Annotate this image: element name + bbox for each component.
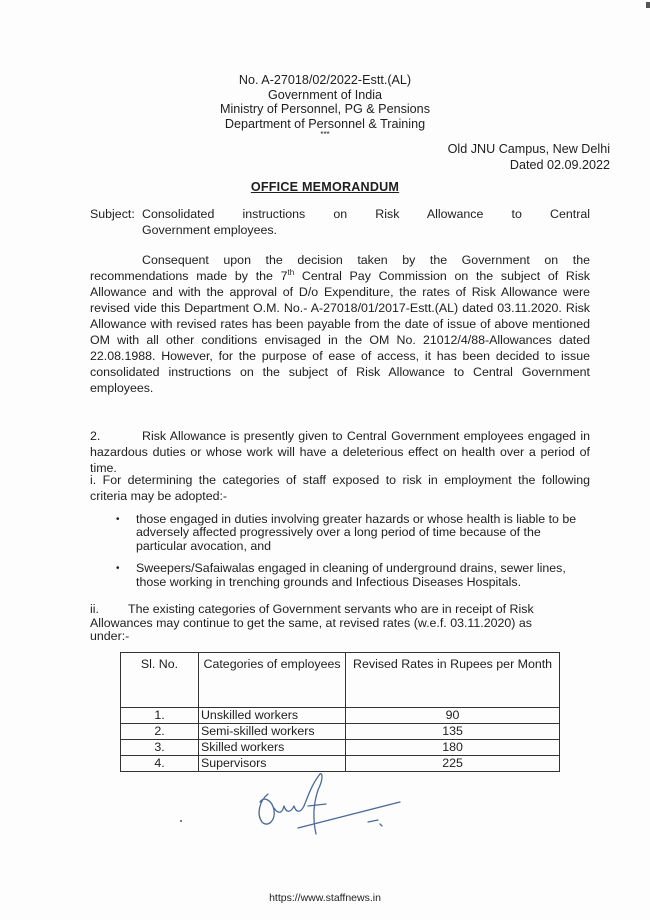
column-header-sl-no: Sl. No.: [121, 653, 199, 708]
list-item: [114, 562, 584, 589]
date: Dated 02.09.2022: [509, 157, 610, 172]
table-row: [121, 724, 560, 740]
cell-rate: 135: [346, 724, 560, 740]
government-name: Government of India: [267, 87, 383, 102]
bullet-icon: •: [116, 514, 120, 525]
memo-title: OFFICE MEMORANDUM: [250, 180, 400, 194]
paragraph-2-number: 2.: [90, 429, 101, 443]
subject-text: [142, 207, 590, 238]
letterhead: [0, 73, 650, 139]
cell-sl-no: 4.: [121, 756, 199, 772]
cell-sl-no: 3.: [121, 740, 199, 756]
list-item: [114, 513, 584, 553]
cell-category: Supervisors: [198, 756, 345, 772]
place-and-date: [448, 142, 610, 173]
paragraph-number: ii.: [90, 602, 99, 616]
subject: [90, 207, 590, 238]
cell-rate: 225: [346, 756, 560, 772]
list-item-text: Sweepers/Safaiwalas engaged in cleaning of underground drains, sewer lines, those working in trenching grounds and Infectious Diseases Hospitals.: [136, 561, 566, 589]
subject-line-1: Consolidated instructions on Risk Allowance to Central: [142, 207, 590, 221]
scan-corner-mark: [646, 2, 650, 8]
cell-category: Semi-skilled workers: [198, 724, 345, 740]
risk-allowance-rates-table: [120, 652, 560, 772]
ministry-name: Ministry of Personnel, PG & Pensions: [220, 102, 430, 117]
cell-rate: 90: [346, 708, 560, 724]
signature: [250, 770, 430, 840]
subject-line-2: Government employees.: [142, 222, 277, 237]
cell-category: Skilled workers: [198, 740, 345, 756]
cell-sl-no: 1.: [121, 708, 199, 724]
paragraph-criteria: i. For determining the categories of staff exposed to risk in employment the following criteria may be adopted:-: [90, 473, 590, 503]
paragraph-1-part-1: Consequent upon the decision taken by the Government on the recommendations made by the 7: [90, 253, 590, 283]
department-name: Department of Personnel & Training: [224, 116, 426, 131]
paragraph-text: The existing categories of Government servants who are in receipt of Risk Allowances may continue to get the same, at revised rates (w.e.f. 03.11.2020) as under:-: [90, 602, 534, 644]
paragraph-1-part-2: Central Pay Commission on the subject of Risk Allowance and with the approval of D/o Expenditure, the rates of Risk Allowance were revised vide this Department O.M. No.- A-27018/01/2017-Estt.(AL) dated 03.11.2020. Risk Allowance with revised rates has been payable from the date of issue of above mentioned OM with all other conditions envisaged in the OM No. 21012/4/88-Allowances dated 22.08.1988. However, for the purpose of ease of access, it has been decided to issue consolidated instructions on the subject of Risk Allowance to Central Government employees.: [90, 269, 590, 395]
criteria-list: [114, 513, 584, 598]
paragraph-existing-categories: [90, 603, 550, 644]
table-row: [121, 708, 560, 724]
column-header-category: Categories of employees: [198, 653, 345, 708]
paragraph-2: [90, 428, 590, 476]
cell-category: Unskilled workers: [198, 708, 345, 724]
location: Old JNU Campus, New Delhi: [447, 142, 610, 156]
paragraph-1: [90, 252, 590, 396]
header-separator: ***: [320, 130, 330, 140]
bullet-icon: •: [116, 563, 120, 575]
column-header-rate: Revised Rates in Rupees per Month: [346, 653, 560, 708]
cell-rate: 180: [346, 740, 560, 756]
ordinal-superscript: th: [287, 267, 295, 277]
cell-sl-no: 2.: [121, 724, 199, 740]
scan-speck: [180, 820, 182, 822]
table-row: [121, 740, 560, 756]
file-number: No. A-27018/02/2022-Estt.(AL): [238, 73, 412, 87]
subject-label: Subject:: [90, 207, 135, 221]
paragraph-2-text: Risk Allowance is presently given to Central Government employees engaged in hazardous duties or whose work will have a deleterious effect on health over a period of time.: [90, 429, 590, 475]
footer-url: https://www.staffnews.in: [269, 892, 381, 904]
table-header-row: [121, 653, 560, 708]
list-item-text: those engaged in duties involving greater hazards or whose health is liable to be adversely affected progressively over a long period of time because of the particular avocation, and: [136, 512, 577, 553]
